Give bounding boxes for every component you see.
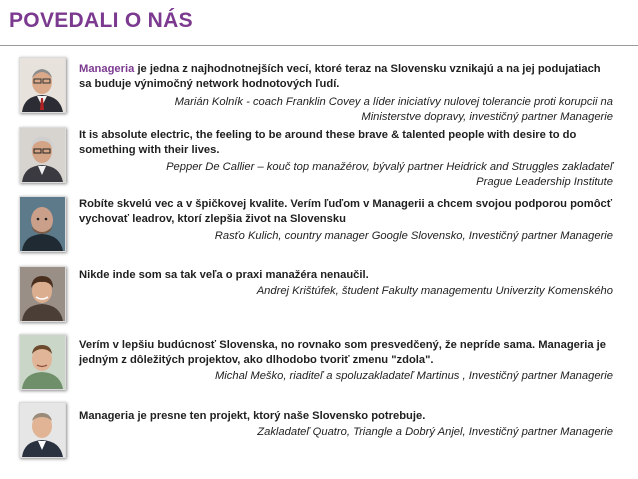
page-title: POVEDALI O NÁS [9, 9, 193, 32]
portrait-man-grey-hair-icon [19, 127, 66, 183]
author-line: Marián Kolník - coach Franklin Covey a líder iniciatívy nulovej tolerancie proti korupcii na [174, 96, 613, 108]
author-line: Zakladateľ Quatro, Triangle a Dobrý Anjel, Investičný partner Managerie [257, 426, 613, 438]
author-line: Pepper De Callier – kouč top manažérov, bývalý partner Heidrick and Struggles zakladateľ [166, 161, 613, 173]
title-divider [0, 45, 638, 46]
testimonial-quote-4: Nikde inde som sa tak veľa o praxi manažéra nenaučil. [79, 269, 369, 281]
testimonial-quote-3: Robíte skvelú vec a v špičkovej kvalite. Verím ľuďom v Managerii a chcem svojou podporou pomôcť vychovať leadrov, ktorí zlepšia život na Slovensku [79, 198, 613, 225]
portrait-man-glasses-icon [19, 57, 66, 113]
testimonial-author-3 [215, 229, 613, 244]
author-line: Rasťo Kulich, country manager Google Slovensko, Investičný partner Managerie [214, 230, 613, 242]
testimonial-author-6 [257, 425, 613, 440]
portrait-young-man-icon [19, 266, 66, 322]
testimonial-author-1 [175, 95, 613, 125]
testimonial-quote-5: Verím v lepšiu budúcnosť Slovenska, no rovnako som presvedčený, že nepríde sama. Manageria je jedným z dôležitých projektov, ako dlhodobo tvoriť zmenu "zdola". [79, 339, 607, 366]
quote-brand-lead: Manageria [79, 63, 135, 75]
author-line: Prague Leadership Institute [476, 176, 613, 188]
author-line: Ministerstve dopravy, investičný partner Managerie [361, 111, 613, 123]
author-line: Michal Meško, riaditeľ a spoluzakladateľ Martinus , Investičný partner Managerie [214, 370, 613, 382]
portrait-man-suit-icon [19, 402, 66, 458]
testimonial-quote-6: Manageria je presne ten projekt, ktorý naše Slovensko potrebuje. [79, 410, 426, 422]
testimonial-author-2 [166, 160, 613, 190]
quote-text: je jedna z najhodnotnejších vecí, ktoré teraz na Slovensku vznikajú a na jej podujatiach sa buduje výnimočný network hodnotových ľudí. [79, 63, 601, 90]
testimonial-author-5 [215, 369, 613, 384]
testimonial-quote-2: It is absolute electric, the feeling to be around these brave & talented people with desire to do something with their lives. [79, 129, 577, 156]
portrait-man-short-hair-icon [19, 334, 66, 390]
author-line: Andrej Krištúfek, študent Fakulty managementu Univerzity Komenského [256, 285, 613, 297]
testimonial-author-4 [257, 284, 613, 299]
testimonial-quote-1 [79, 62, 616, 92]
portrait-man-bald-icon [19, 196, 66, 252]
